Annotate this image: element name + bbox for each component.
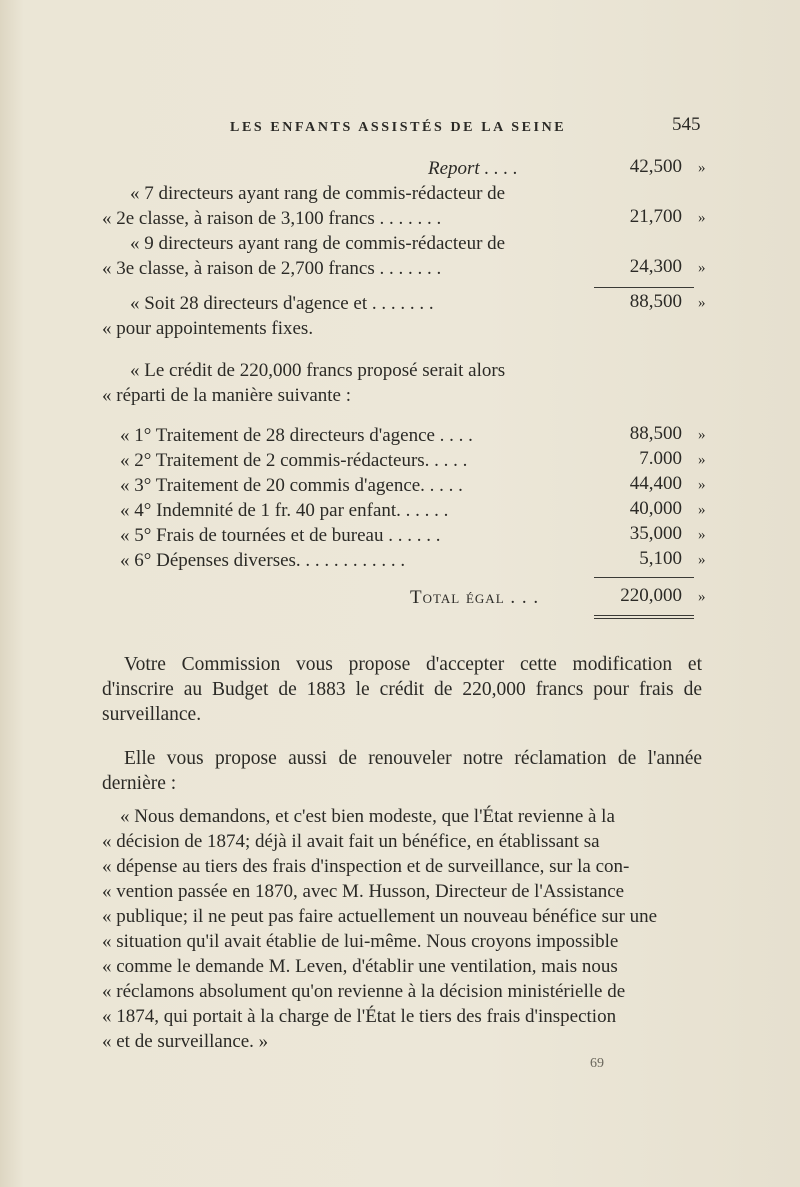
item-value: 40,000 [629,498,682,519]
subtotal-rule [594,287,694,288]
directors-1-value: 21,700 [629,206,682,227]
item-value: 88,500 [629,423,682,444]
subtotal-value: 88,500 [629,291,682,312]
paragraph-commission [102,652,702,727]
subtotal-line2: « pour appointements fixes. [102,318,314,339]
paragraph-text: Votre Commission vous propose d'accepter cette modification et d'inscrire au Budget de 1883 le crédit de 220,000 francs pour frais de surveillance. [102,654,702,725]
quote-line: « 1874, qui portait à la charge de l'État le tiers des frais d'inspection [102,1006,617,1027]
credit-intro-line2: « réparti de la manière suivante : [102,385,352,406]
quote-line: « dépense au tiers des frais d'inspection et de surveillance, sur la con- [102,856,630,877]
quote-line: « situation qu'il avait établie de lui-même. Nous croyons impossible [102,931,619,952]
item-label: « 4° Indemnité de 1 fr. 40 par enfant. . . . . . [120,500,449,521]
quote-line: « et de surveillance. » [102,1031,269,1052]
total-value: 220,000 [620,585,682,606]
quote-line: « réclamons absolument qu'on revienne à la décision ministérielle de [102,981,626,1002]
item-ditto: » [698,502,706,518]
double-rule-bottom [594,618,694,619]
item-ditto: » [698,527,706,543]
quote-line: « vention passée en 1870, avec M. Husson, Directeur de l'Assistance [102,881,625,902]
quote-line: « publique; il ne peut pas faire actuellement un nouveau bénéfice sur une [102,906,658,927]
report-ditto: » [698,160,706,176]
report-value: 42,500 [629,156,682,177]
directors-2-value: 24,300 [629,256,682,277]
item-label: « 1° Traitement de 28 directeurs d'agence . . . . [120,425,473,446]
item-ditto: » [698,477,706,493]
directors-1-line1: « 7 directeurs ayant rang de commis-rédacteur de [130,183,506,204]
directors-2-line2: « 3e classe, à raison de 2,700 francs . . . . . . . [102,258,442,279]
item-ditto: » [698,452,706,468]
double-rule-top [594,615,694,616]
sheet-number: 69 [590,1056,604,1071]
directors-1-ditto: » [698,210,706,226]
item-label: « 2° Traitement de 2 commis-rédacteurs. . . . . [120,450,468,471]
directors-2-line1: « 9 directeurs ayant rang de commis-rédacteur de [130,233,506,254]
item-value: 44,400 [629,473,682,494]
item-value: 35,000 [629,523,682,544]
quote-line: « décision de 1874; déjà il avait fait un bénéfice, en établissant sa [102,831,600,852]
quote-line: « comme le demande M. Leven, d'établir une ventilation, mais nous [102,956,618,977]
total-rule [594,577,694,578]
paragraph-text: Elle vous propose aussi de renouveler notre réclamation de l'année dernière : [102,748,702,794]
running-header: LES ENFANTS ASSISTÉS DE LA SEINE [230,120,567,135]
item-label: « 6° Dépenses diverses. . . . . . . . . . . . [120,550,406,571]
subtotal-ditto: » [698,295,706,311]
subtotal-line1: « Soit 28 directeurs d'agence et . . . . . . . [130,293,434,314]
directors-1-line2: « 2e classe, à raison de 3,100 francs . . . . . . . [102,208,442,229]
quote-line: « Nous demandons, et c'est bien modeste, que l'État revienne à la [120,806,615,827]
item-label: « 3° Traitement de 20 commis d'agence. . . . . [120,475,463,496]
item-ditto: » [698,552,706,568]
item-ditto: » [698,427,706,443]
total-ditto: » [698,589,706,605]
directors-2-ditto: » [698,260,706,276]
page-number: 545 [672,114,701,135]
report-label: Report . . . . [428,158,518,179]
item-label: « 5° Frais de tournées et de bureau . . . . . . [120,525,441,546]
paragraph-renew [102,746,702,796]
total-label: Total égal . . . [410,587,540,608]
credit-intro-line1: « Le crédit de 220,000 francs proposé serait alors [130,360,506,381]
item-value: 7.000 [639,448,682,469]
item-value: 5,100 [639,548,682,569]
